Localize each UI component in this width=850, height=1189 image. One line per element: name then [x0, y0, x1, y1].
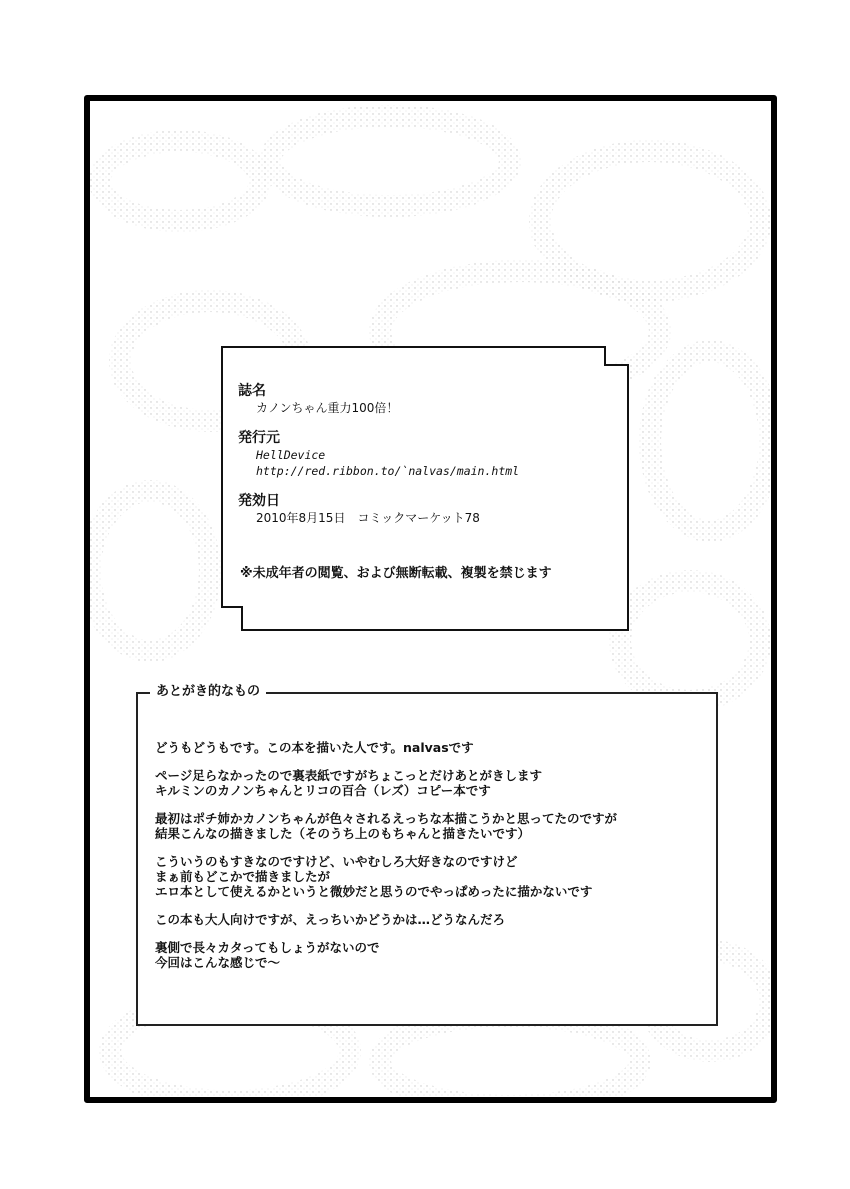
date-value: 2010年8月15日 コミックマーケット78 — [256, 511, 480, 525]
publisher-name: HellDevice — [256, 448, 326, 462]
colophon-box — [220, 345, 632, 632]
afterword-paragraph: どうもどうもです。この本を描いた人です。nalvasです — [155, 740, 474, 755]
title-label: 誌名 — [238, 383, 266, 399]
publisher-url: http://red.ribbon.to/`nalvas/main.html — [256, 464, 520, 478]
afterword-paragraph: こういうのもすきなのですけど、いやむしろ大好きなのですけど まぁ前もどこかで描きましたが エロ本として使えるかというと微妙だと思うのでやっぱめったに描かないです — [155, 854, 593, 899]
date-label: 発効日 — [238, 493, 280, 509]
afterword-paragraph: 裏側で長々カタってもしょうがないので 今回はこんな感じで～ — [155, 940, 380, 970]
afterword-body — [155, 740, 705, 983]
publisher-label: 発行元 — [238, 430, 280, 446]
afterword-paragraph: この本も大人向けですが、えっちいかどうかは…どうなんだろ — [155, 912, 506, 927]
title-value: カノンちゃん重力100倍！ — [256, 401, 399, 415]
copyright-notice: ※未成年者の閲覧、および無断転載、複製を禁じます — [240, 566, 552, 581]
afterword-paragraph: 最初はポチ姉かカノンちゃんが色々されるえっちな本描こうかと思ってたのですが 結果こんなの描きました（そのうち上のもちゃんと描きたいです） — [155, 811, 618, 841]
afterword-paragraph: ページ足らなかったので裏表紙ですがちょこっとだけあとがきします キルミンのカノンちゃんとリコの百合（レズ）コピー本です — [155, 768, 543, 798]
afterword-title: あとがき的なもの — [150, 683, 266, 701]
